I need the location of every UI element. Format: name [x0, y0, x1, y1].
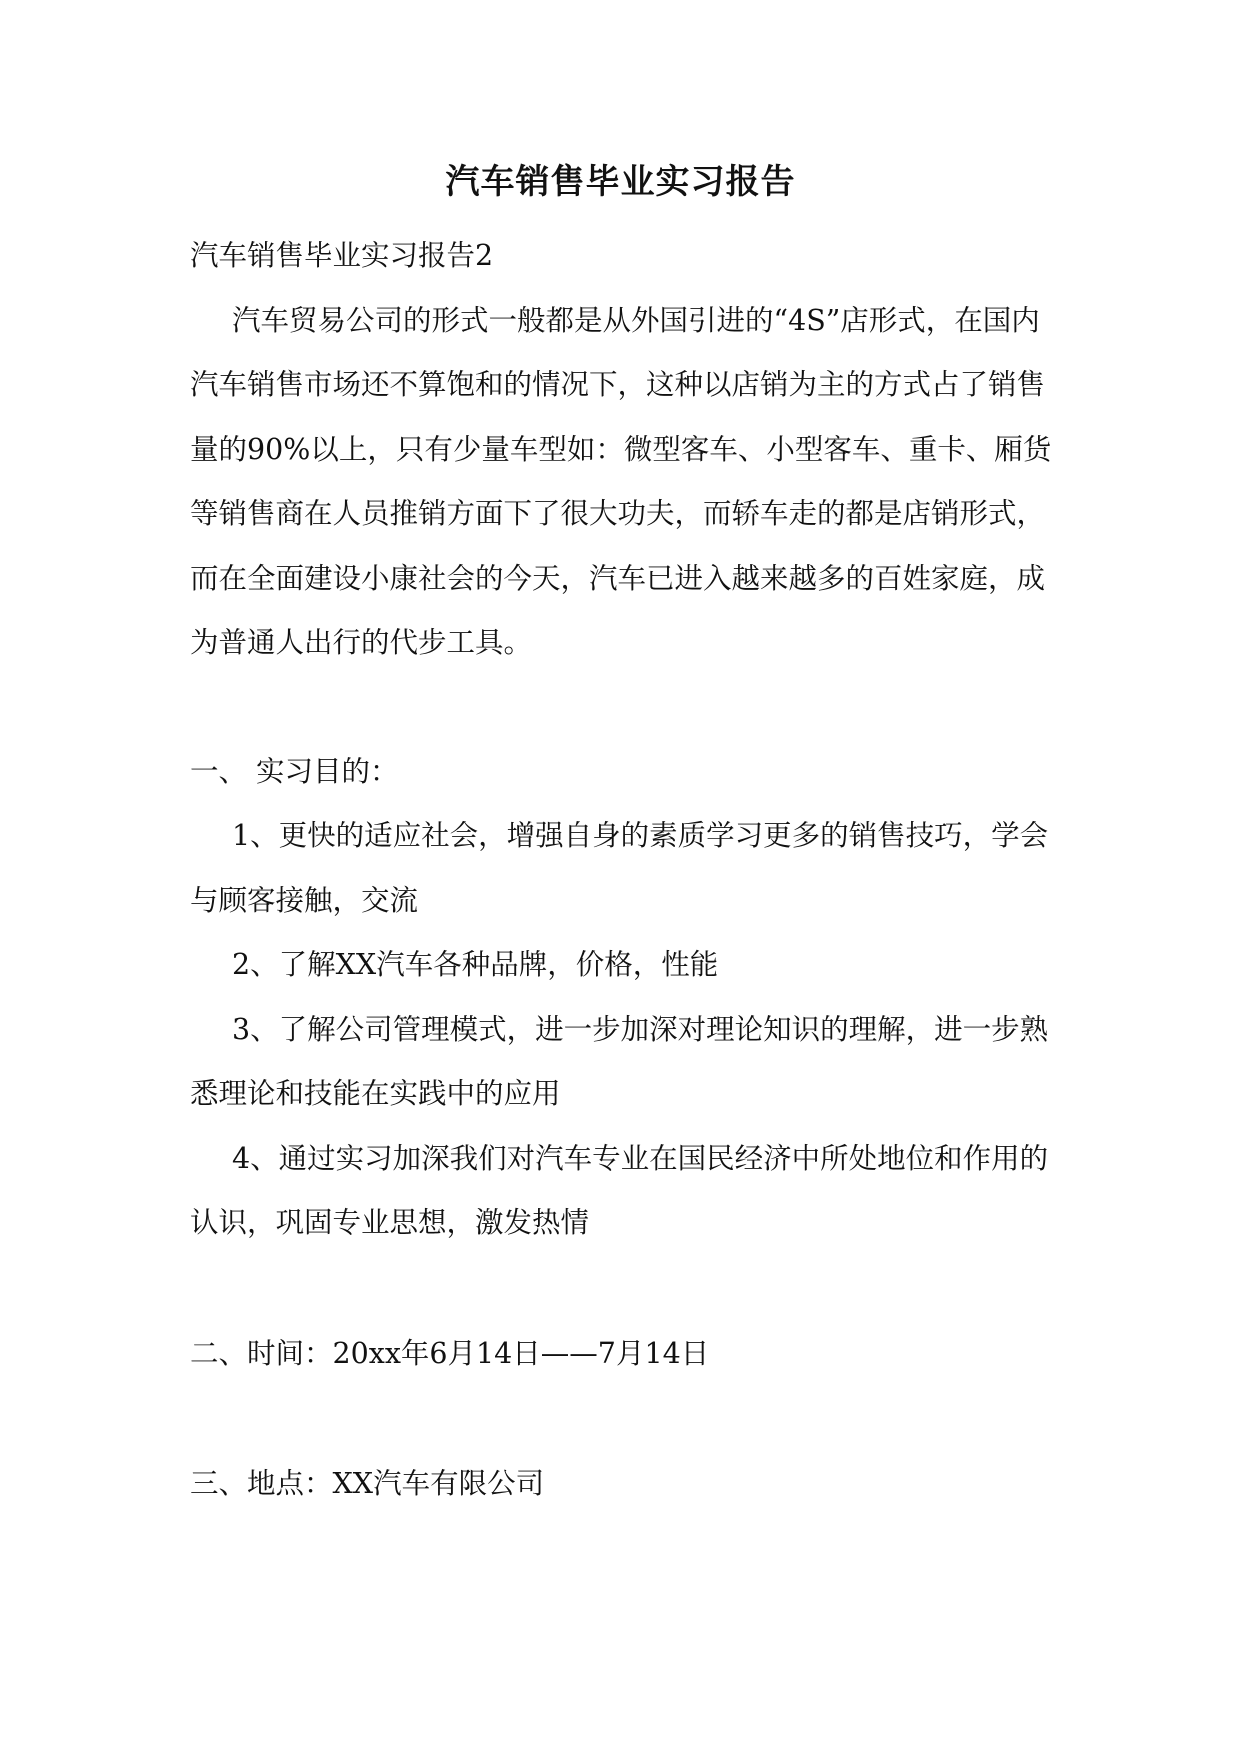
- purpose-item-2: 2、了解XX汽车各种品牌，价格，性能: [232, 948, 719, 981]
- intro-paragraph: 汽车贸易公司的形式一般都是从外国引进的“4S”店形式，在国内汽车销售市场还不算饱和的情况下，这种以店销为主的方式占了销售量的90%以上，只有少量车型如：微型客车、小型客车、重卡、厢货等销售商在人员推销方面下了很大功夫，而轿车走的都是店销形式，而在全面建设小康社会的今天，汽车已进入越来越多的百姓家庭，成为普通人出行的代步工具。: [190, 303, 1052, 659]
- spacer: [190, 1386, 1062, 1452]
- purpose-item-4: 4、通过实习加深我们对汽车专业在国民经济中所处地位和作用的认识，巩固专业思想，激发热情: [190, 1141, 1049, 1239]
- section-heading-purpose: 一、 实习目的：: [190, 754, 399, 788]
- section-time: 二、时间：20xx年6月14日——7月14日: [190, 1336, 710, 1370]
- spacer: [190, 676, 1062, 740]
- document-title: 汽车销售毕业实习报告: [445, 162, 796, 202]
- purpose-item-1: 1、更快的适应社会，增强自身的素质学习更多的销售技巧，学会与顾客接触，交流: [190, 819, 1049, 917]
- section-location: 三、地点：XX汽车有限公司: [190, 1467, 545, 1500]
- spacer: [190, 1256, 1062, 1322]
- purpose-item-3: 3、了解公司管理模式，进一步加深对理论知识的理解，进一步熟悉理论和技能在实践中的应用: [190, 1012, 1049, 1110]
- document-body: [190, 224, 1062, 1517]
- document-subtitle: 汽车销售毕业实习报告2: [190, 239, 494, 272]
